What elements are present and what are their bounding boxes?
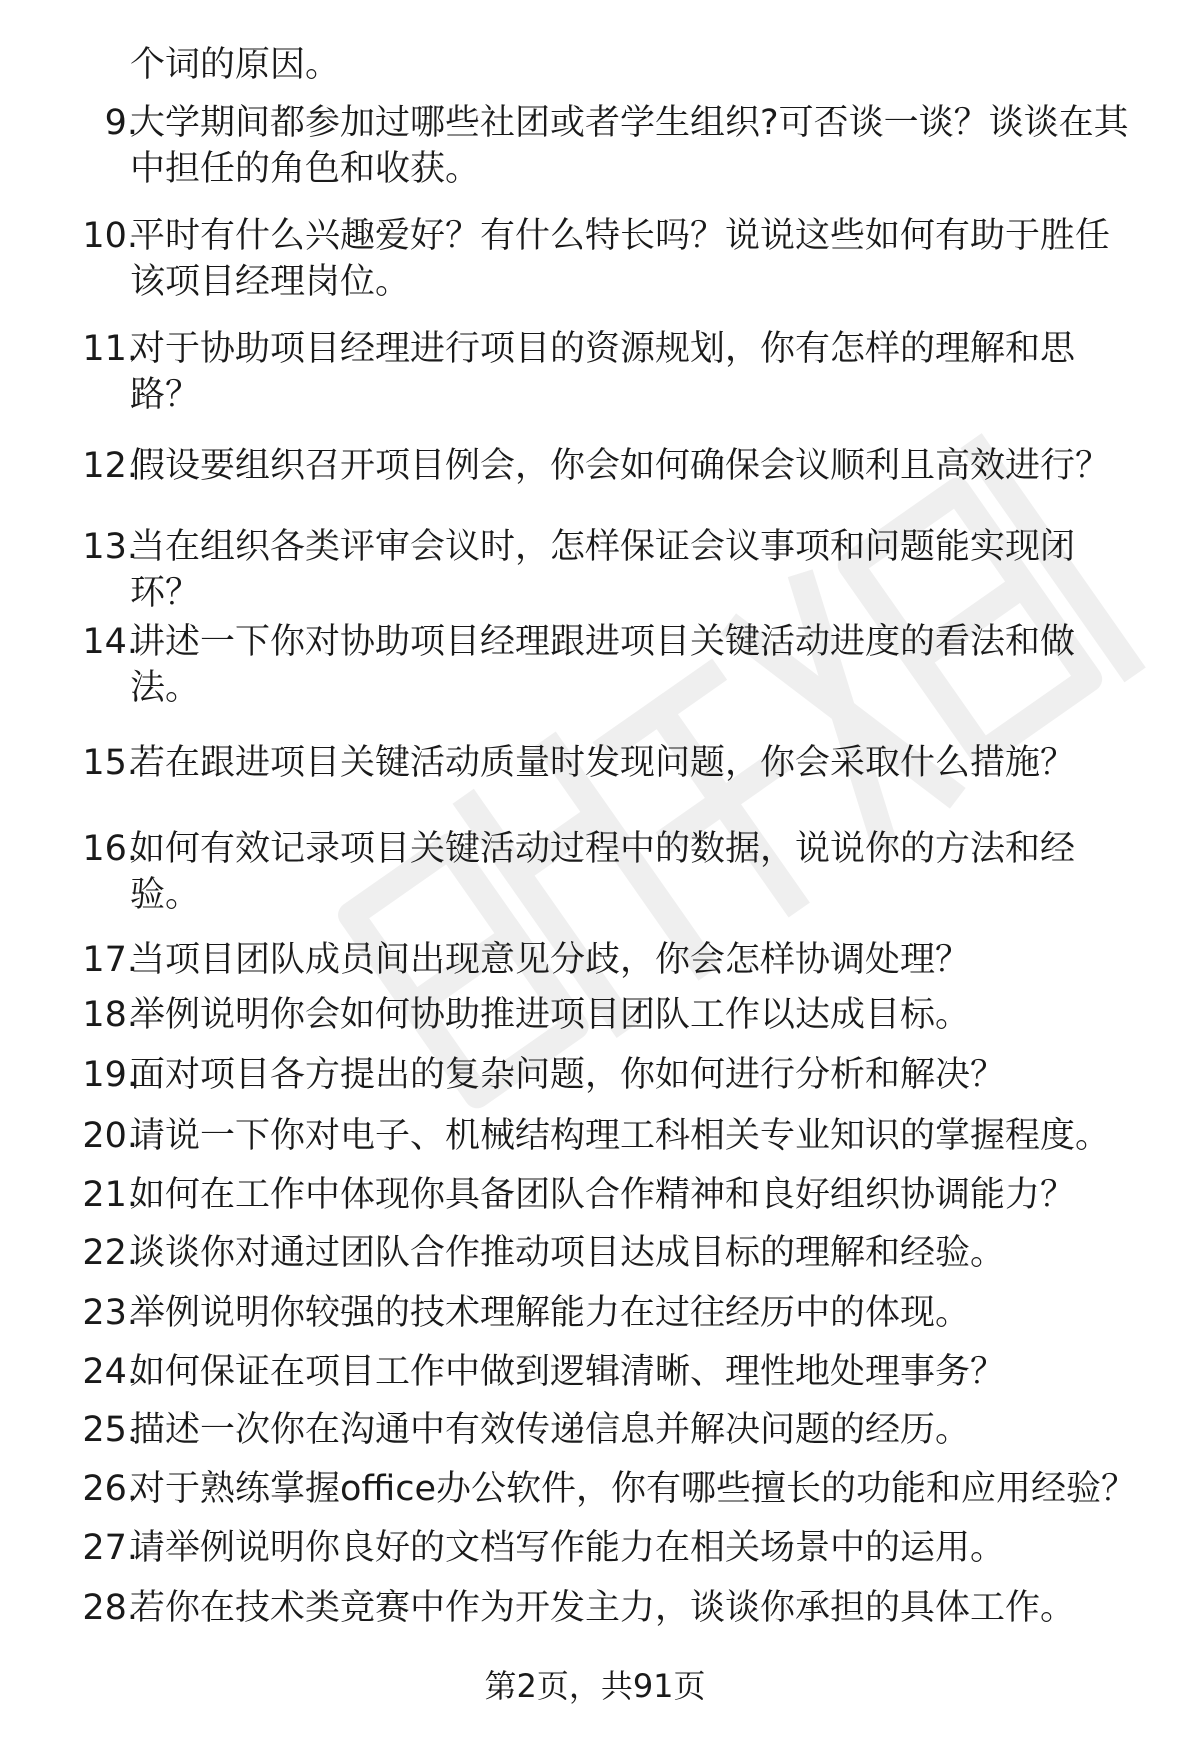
question-text: 描述一次你在沟通中有效传递信息并解决问题的经历。 <box>130 1410 971 1450</box>
question-number: 20. <box>82 1116 138 1156</box>
question-text: 举例说明你会如何协助推进项目团队工作以达成目标。 <box>130 995 971 1035</box>
question-text: 如何在工作中体现你具备团队合作精神和良好组织协调能力？ <box>130 1175 1076 1215</box>
question-number: 23. <box>82 1293 138 1333</box>
question-number: 28. <box>82 1588 138 1628</box>
question-text: 若你在技术类竞赛中作为开发主力，谈谈你承担的具体工作。 <box>130 1588 1076 1628</box>
question-text: 若在跟进项目关键活动质量时发现问题，你会采取什么措施？ <box>130 743 1076 783</box>
question-number: 25. <box>82 1410 138 1450</box>
question-number: 15. <box>82 743 138 783</box>
question-number: 10. <box>82 216 138 256</box>
question-number: 12. <box>82 446 138 486</box>
question-text: 假设要组织召开项目例会，你会如何确保会议顺利且高效进行？ <box>130 446 1111 486</box>
question-number: 13. <box>82 527 138 567</box>
question-text: 请说一下你对电子、机械结构理工科相关专业知识的掌握程度。 <box>130 1116 1111 1156</box>
question-number: 21. <box>82 1175 138 1215</box>
question-text: 如何保证在项目工作中做到逻辑清晰、理性地处理事务？ <box>130 1352 1006 1392</box>
continuation-text: 个词的原因。 <box>130 45 341 85</box>
question-number: 17. <box>82 940 138 980</box>
question-text: 举例说明你较强的技术理解能力在过往经历中的体现。 <box>130 1293 971 1333</box>
page-footer: 第2页，共91页 <box>484 1667 706 1705</box>
question-number: 9. <box>104 103 138 143</box>
question-number: 11. <box>82 329 138 369</box>
question-number: 18. <box>82 995 138 1035</box>
question-text: 当在组织各类评审会议时，怎样保证会议事项和问题能实现闭 环？ <box>130 527 1076 613</box>
question-text: 如何有效记录项目关键活动过程中的数据，说说你的方法和经 验。 <box>130 829 1076 915</box>
question-text: 当项目团队成员间出现意见分歧，你会怎样协调处理？ <box>130 940 971 980</box>
question-number: 16. <box>82 829 138 869</box>
question-number: 24. <box>82 1352 138 1392</box>
question-text: 对于协助项目经理进行项目的资源规划，你有怎样的理解和思 路？ <box>130 329 1076 415</box>
question-text: 平时有什么兴趣爱好？有什么特长吗？说说这些如何有助于胜任 该项目经理岗位。 <box>130 216 1111 302</box>
question-number: 26. <box>82 1469 138 1509</box>
question-number: 22. <box>82 1233 138 1273</box>
question-number: 19. <box>82 1055 138 1095</box>
question-number: 27. <box>82 1528 138 1568</box>
question-text: 讲述一下你对协助项目经理跟进项目关键活动进度的看法和做 法。 <box>130 622 1076 708</box>
question-text: 谈谈你对通过团队合作推动项目达成目标的理解和经验。 <box>130 1233 1006 1273</box>
question-text: 大学期间都参加过哪些社团或者学生组织?可否谈一谈？谈谈在其 中担任的角色和收获。 <box>130 103 1129 189</box>
question-text: 面对项目各方提出的复杂问题，你如何进行分析和解决？ <box>130 1055 1006 1095</box>
question-number: 14. <box>82 622 138 662</box>
question-text: 请举例说明你良好的文档写作能力在相关场景中的运用。 <box>130 1528 1006 1568</box>
question-text: 对于熟练掌握office办公软件，你有哪些擅长的功能和应用经验？ <box>130 1469 1137 1509</box>
